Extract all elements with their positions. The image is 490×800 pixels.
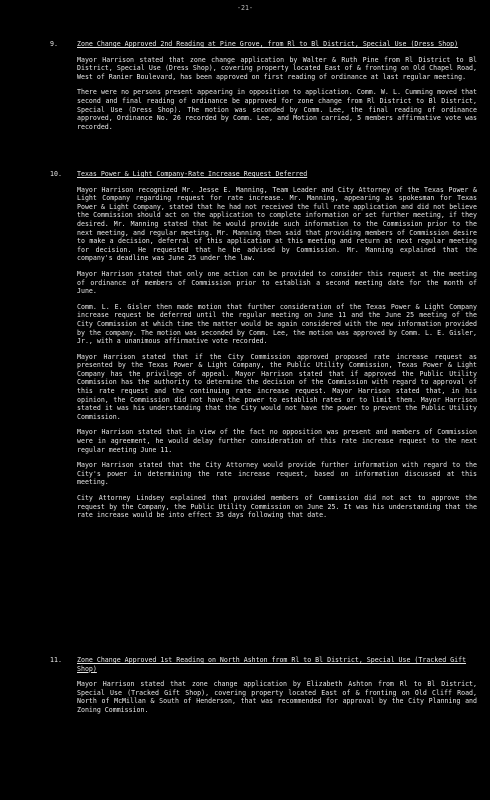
paragraph: Mayor Harrison stated that zone change application by Walter & Ruth Pine from Rl District to Bl District, Special Use (Dress Shop), covering property located East of & fronting on Old Chapel Road, West of Ranier Boulevard, has been approved on first reading of ordinance at last regular meeting. xyxy=(77,55,477,81)
item-title-text: Zone Change Approved 1st Reading on North Ashton from Rl to Bl District, Special Use (Tracked Gift Shop) xyxy=(77,656,467,673)
item-number: 11. xyxy=(50,656,62,664)
item-heading xyxy=(50,170,480,179)
item-heading xyxy=(50,656,480,673)
item-number: 10. xyxy=(50,170,62,178)
agenda-item-10 xyxy=(50,170,480,520)
paragraph: Mayor Harrison stated that the City Attorney would provide further information with regard to the City's power in determining the rate increase request, based on information discussed at this meeting. xyxy=(77,461,477,487)
paragraph: Mayor Harrison stated that only one action can be provided to consider this request at the meeting of ordinance of members of Commission prior to establish a second meeting date for the month of June. xyxy=(77,269,477,296)
item-title xyxy=(77,170,477,179)
paragraph: Mayor Harrison stated that in view of the fact no opposition was present and members of Commission were in agreement, he would delay further consideration of this rate increase request to the next regular meeting June 11. xyxy=(77,428,477,454)
page-number: -21- xyxy=(237,4,253,12)
paragraph: Comm. L. E. Gisler then made motion that further consideration of the Texas Power & Light Company increase request be deferred until the regular meeting on June 11 and the June 25 meeting of the City Commission at which time the matter would be again considered with the new information provided by the company. The motion was seconded by Comm. Lee, the motion was approved by Comm. L. E. Gisler, Jr., with a unanimous affirmative vote recorded. xyxy=(77,302,477,346)
paragraph: Mayor Harrison stated that if the City Commission approved proposed rate increase request as presented by the Texas Power & Light Company, the Public Utility Commission, Texas Power & Light Company has the privilege of appeal. Mayor Harrison stated that if approved the Public Utility Commission has the authority to determine the decision of the Commission with regard to approval of this rate request and the continuing rate increase request. Mayor Harrison stated that, in his opinion, the Commission did not have the power to establish rates or to limit them. Mayor Harrison stated it was his understanding that the City would not have the power to prevent the Public Utility Commission. xyxy=(77,352,477,421)
item-number: 9. xyxy=(50,40,58,48)
item-title-text: Texas Power & Light Company-Rate Increase Request Deferred xyxy=(77,170,308,178)
agenda-item-11 xyxy=(50,656,480,715)
paragraph: There were no persons present appearing in opposition to application. Comm. W. L. Cumming moved that second and final reading of ordinance be approved for zone change from Rl District to Bl District, Special Use (Dress Shop). The motion was seconded by Comm. Lee, the final reading of ordinance approved, Ordinance No. 26 recorded by Comm. Lee, and Motion carried, 5 members affirmative vote was recorded. xyxy=(77,88,477,131)
item-title-text: Zone Change Approved 2nd Reading at Pine Grove, from Rl to Bl District, Special Use (Dress Shop) xyxy=(77,40,459,48)
item-heading xyxy=(50,40,480,49)
paragraph: Mayor Harrison stated that zone change application by Elizabeth Ashton from Rl to Bl District, Special Use (Tracked Gift Shop), covering property located East of & fronting on Old Cliff Road, North of McMillan & South of Henderson, that was recommended for approval by the City Planning and Zoning Commission. xyxy=(77,680,477,714)
item-title xyxy=(77,656,477,673)
paragraph: Mayor Harrison recognized Mr. Jesse E. Manning, Team Leader and City Attorney of the Texas Power & Light Company regarding request for rate increase. Mr. Manning, appearing as spokesman for Texas Power & Light Company, stated that he had not received the full rate application and did not believe the Commission should act on the application to complete information or set further meeting, if they desired. Mr. Manning stated that he would provide such information to the Commission prior to the next meeting, and regular meeting. Mr. Manning then said that providing members of Commission desire to make a decision, deferral of this application at this meeting and return at next regular meeting for decision. He requested that he be advised by Commission. Mr. Manning explained that the company's deadline was June 25 under the law. xyxy=(77,185,477,263)
agenda-item-9 xyxy=(50,40,480,131)
item-title xyxy=(77,40,477,49)
paragraph: City Attorney Lindsey explained that provided members of Commission did not act to approve the request by the Company, the Public Utility Commission on June 25. It was his understanding that the rate increase would be into effect 35 days following that date. xyxy=(77,494,477,520)
